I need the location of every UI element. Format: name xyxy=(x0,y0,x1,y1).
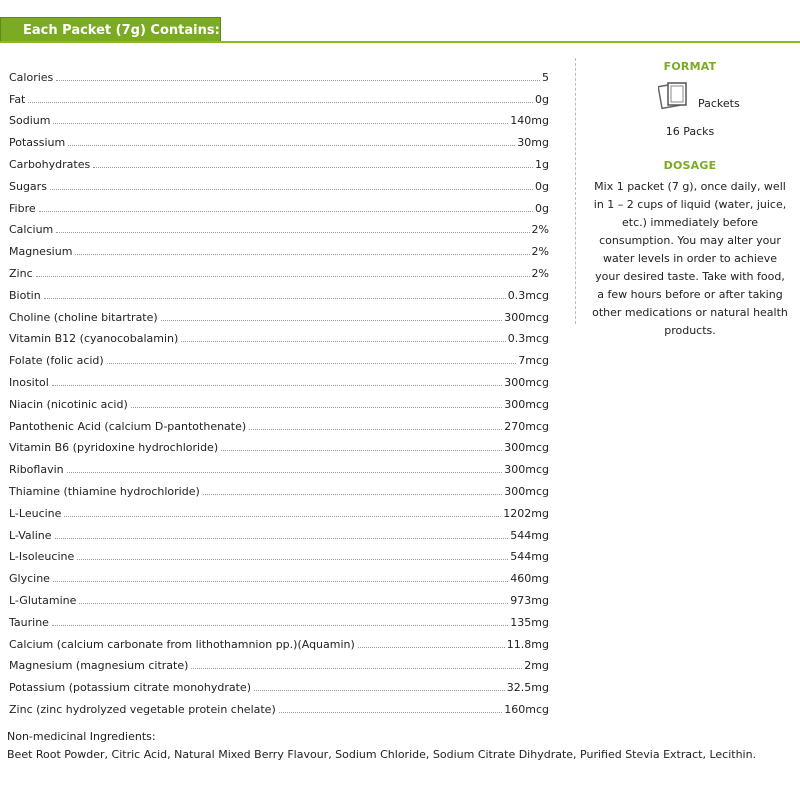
nutrient-value: 300mcg xyxy=(504,484,549,498)
nutrient-value: 300mcg xyxy=(504,397,549,411)
nutrient-row xyxy=(9,585,549,607)
nutrient-value: 300mcg xyxy=(504,463,549,477)
nutrient-value: 300mcg xyxy=(504,310,549,324)
format-label: Packets xyxy=(698,97,740,110)
nutrient-row xyxy=(9,629,549,651)
dotted-leader xyxy=(279,712,503,713)
nutrient-name: Carbohydrates xyxy=(9,158,93,171)
nutrient-name: Calcium (calcium carbonate from lithothamnion pp.)(Aquamin) xyxy=(9,638,358,651)
nutrient-list xyxy=(9,62,549,716)
nutrient-row xyxy=(9,520,549,542)
nutrient-value: 1g xyxy=(535,157,549,171)
nutrient-value: 5 xyxy=(542,70,549,84)
nutrient-name: Fibre xyxy=(9,202,39,215)
nutrient-row xyxy=(9,433,549,455)
dotted-leader xyxy=(75,254,529,255)
nutrient-name: L-Glutamine xyxy=(9,594,79,607)
nutrient-name: Fat xyxy=(9,93,28,106)
dotted-leader xyxy=(221,450,502,451)
dotted-leader xyxy=(203,494,502,495)
nutrient-row xyxy=(9,84,549,106)
nutrient-row xyxy=(9,62,549,84)
header-underline xyxy=(0,41,800,43)
nutrient-value: 32.5mg xyxy=(506,681,549,695)
nutrient-value: 135mg xyxy=(510,615,549,629)
nutrient-name: L-Valine xyxy=(9,529,55,542)
nutrient-name: Magnesium (magnesium citrate) xyxy=(9,659,191,672)
nutrient-value: 7mcg xyxy=(518,354,549,368)
nutrient-row xyxy=(9,389,549,411)
header-bar xyxy=(0,17,800,43)
nutrient-value: 2mg xyxy=(524,659,549,673)
dosage-title: DOSAGE xyxy=(663,159,717,172)
nutrient-row xyxy=(9,280,549,302)
dotted-leader xyxy=(28,102,533,103)
nutrient-row xyxy=(9,149,549,171)
header-tab xyxy=(0,17,221,43)
nutrient-row xyxy=(9,324,549,346)
nutrient-value: 300mcg xyxy=(504,441,549,455)
nutrient-row xyxy=(9,258,549,280)
dotted-leader xyxy=(56,232,529,233)
ingredients-block xyxy=(7,728,787,764)
dotted-leader xyxy=(107,363,517,364)
ingredients-text: Beet Root Powder, Citric Acid, Natural Mixed Berry Flavour, Sodium Chloride, Sodium Citrate Dihydrate, Purified Stevia Extract, Lecithin. xyxy=(7,748,757,761)
nutrient-name: Vitamin B12 (cyanocobalamin) xyxy=(9,332,181,345)
dotted-leader xyxy=(161,320,503,321)
nutrient-name: Potassium xyxy=(9,136,68,149)
side-panel xyxy=(580,60,800,340)
dotted-leader xyxy=(52,385,502,386)
dotted-leader xyxy=(52,625,508,626)
dotted-leader xyxy=(39,211,533,212)
nutrient-row xyxy=(9,215,549,237)
nutrient-row xyxy=(9,476,549,498)
nutrient-row xyxy=(9,454,549,476)
nutrient-row xyxy=(9,542,549,564)
nutrient-value: 0g xyxy=(535,201,549,215)
nutrient-name: Pantothenic Acid (calcium D-pantothenate) xyxy=(9,420,249,433)
ingredients-label: Non-medicinal Ingredients: xyxy=(7,730,156,743)
nutrient-row xyxy=(9,345,549,367)
header-title: Each Packet (7g) Contains: xyxy=(23,22,220,38)
dotted-leader xyxy=(131,407,502,408)
dotted-leader xyxy=(93,167,533,168)
dotted-leader xyxy=(67,472,503,473)
nutrient-value: 11.8mg xyxy=(506,637,549,651)
nutrient-value: 30mg xyxy=(517,136,549,150)
nutrient-name: Calories xyxy=(9,71,56,84)
dotted-leader xyxy=(64,516,501,517)
nutrient-name: Sugars xyxy=(9,180,50,193)
nutrient-row xyxy=(9,302,549,324)
dotted-leader xyxy=(191,668,522,669)
dotted-leader xyxy=(53,581,508,582)
dotted-leader xyxy=(249,429,502,430)
nutrient-row xyxy=(9,651,549,673)
format-title: FORMAT xyxy=(663,60,717,73)
dotted-leader xyxy=(254,690,505,691)
dotted-leader xyxy=(50,189,533,190)
nutrient-name: Sodium xyxy=(9,114,53,127)
nutrient-value: 2% xyxy=(531,266,549,280)
nutrient-row xyxy=(9,694,549,716)
nutrient-name: Magnesium xyxy=(9,245,75,258)
nutrient-value: 160mcg xyxy=(504,702,549,716)
nutrient-name: L-Leucine xyxy=(9,507,64,520)
nutrient-value: 300mcg xyxy=(504,375,549,389)
dotted-leader xyxy=(181,341,505,342)
dotted-leader xyxy=(68,145,515,146)
nutrient-row xyxy=(9,127,549,149)
nutrient-value: 2% xyxy=(531,223,549,237)
nutrient-value: 270mcg xyxy=(504,419,549,433)
nutrient-name: Glycine xyxy=(9,572,53,585)
nutrient-value: 1202mg xyxy=(503,506,549,520)
nutrient-name: Folate (folic acid) xyxy=(9,354,107,367)
nutrient-value: 0g xyxy=(535,179,549,193)
nutrient-value: 0g xyxy=(535,92,549,106)
nutrient-row xyxy=(9,672,549,694)
format-box xyxy=(580,75,800,138)
format-count: 16 Packs xyxy=(665,125,715,138)
column-divider xyxy=(575,58,576,324)
nutrient-name: Riboflavin xyxy=(9,463,67,476)
dotted-leader xyxy=(36,276,530,277)
dotted-leader xyxy=(44,298,506,299)
nutrient-row xyxy=(9,607,549,629)
nutrient-row xyxy=(9,563,549,585)
nutrient-row xyxy=(9,236,549,258)
dotted-leader xyxy=(56,80,540,81)
nutrient-name: Biotin xyxy=(9,289,44,302)
nutrient-value: 2% xyxy=(531,245,549,259)
nutrient-value: 0.3mcg xyxy=(507,288,549,302)
nutrient-value: 140mg xyxy=(510,114,549,128)
nutrient-name: Niacin (nicotinic acid) xyxy=(9,398,131,411)
dosage-text: Mix 1 packet (7 g), once daily, well in 1 – 2 cups of liquid (water, juice, etc.) immediately before consumption. You may alter your water levels in order to achieve your desired taste. Take with food, a few hours before or after taking other medications or natural health products. xyxy=(592,180,788,337)
nutrient-name: Taurine xyxy=(9,616,52,629)
nutrient-name: Calcium xyxy=(9,223,56,236)
nutrient-row xyxy=(9,411,549,433)
dotted-leader xyxy=(53,123,508,124)
nutrient-name: Potassium (potassium citrate monohydrate) xyxy=(9,681,254,694)
nutrient-value: 973mg xyxy=(510,593,549,607)
nutrient-value: 0.3mcg xyxy=(507,332,549,346)
nutrient-value: 544mg xyxy=(510,550,549,564)
dotted-leader xyxy=(358,647,505,648)
nutrient-row xyxy=(9,367,549,389)
nutrient-name: L-Isoleucine xyxy=(9,550,77,563)
nutrient-name: Choline (choline bitartrate) xyxy=(9,311,161,324)
packets-icon xyxy=(658,81,692,111)
dotted-leader xyxy=(77,559,508,560)
nutrient-row xyxy=(9,193,549,215)
dotted-leader xyxy=(79,603,508,604)
nutrient-row xyxy=(9,498,549,520)
dotted-leader xyxy=(55,538,509,539)
nutrient-value: 460mg xyxy=(510,572,549,586)
nutrient-name: Zinc (zinc hydrolyzed vegetable protein chelate) xyxy=(9,703,279,716)
nutrient-row xyxy=(9,106,549,128)
nutrient-name: Inositol xyxy=(9,376,52,389)
nutrient-row xyxy=(9,171,549,193)
nutrient-name: Vitamin B6 (pyridoxine hydrochloride) xyxy=(9,441,221,454)
nutrient-name: Thiamine (thiamine hydrochloride) xyxy=(9,485,203,498)
nutrient-value: 544mg xyxy=(510,528,549,542)
nutrient-name: Zinc xyxy=(9,267,36,280)
